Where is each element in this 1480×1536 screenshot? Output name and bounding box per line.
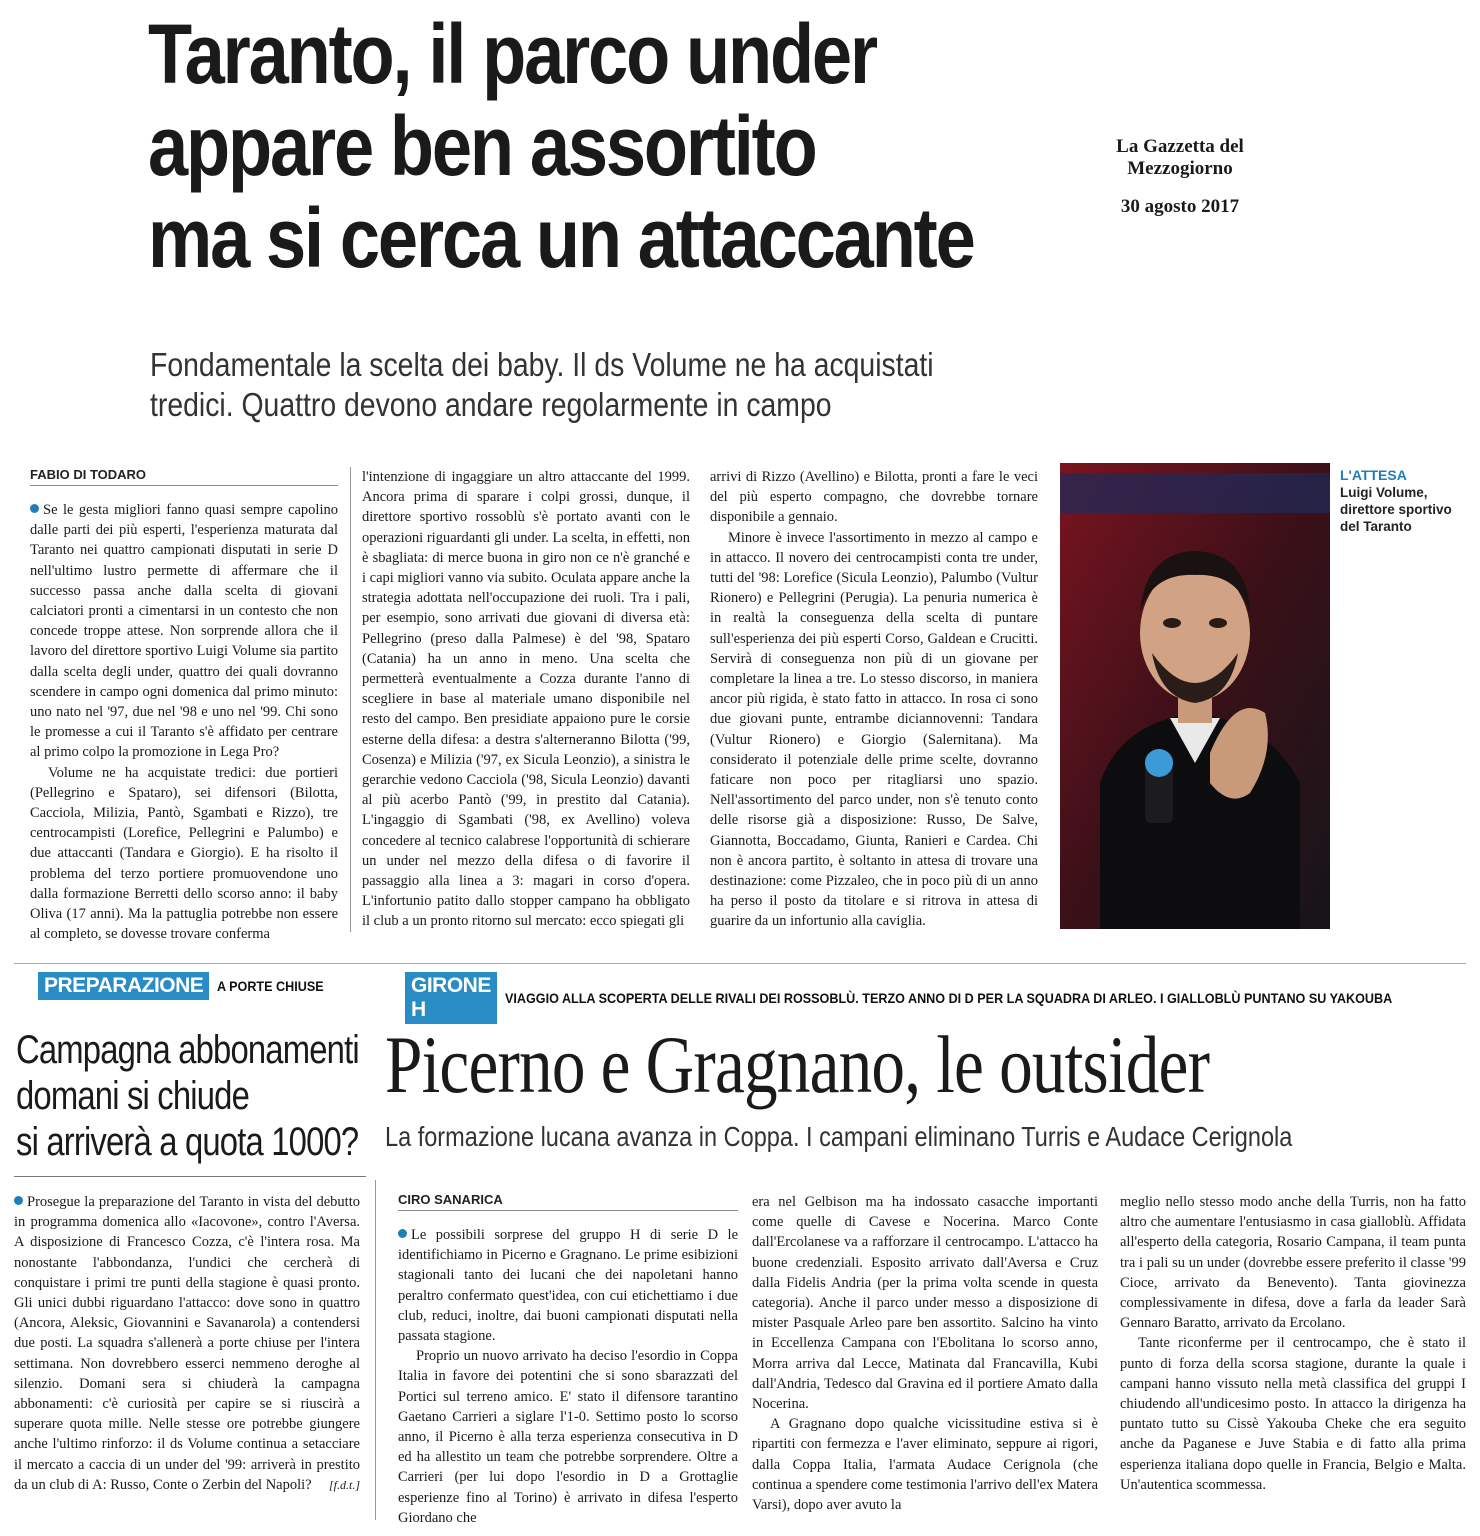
main-headline [148,7,974,285]
paragraph: meglio nello stesso modo anche della Turris, non ha fatto altro che aumentare l'entusiasmo in casa gialloblù. Affidata all'esperto della categoria, Rosario Campana, il team punta tra i pali su un under (dovrebbe essere preferito il classe '99 Cioce, arrivato da Benevento). Tanta giovinezza complessivamente in difesa, dove a farla da leader Sarà Gennaro Baratto, arrivato da Ercolano. [1120,1194,1466,1332]
signature: [f.d.t.] [328,1477,360,1492]
paragraph: Prosegue la preparazione del Taranto in vista del debutto in programma domenica allo «Iacovone», contro l'Aversa. A disposizione di Francesco Cozza, c'è l'intera rosa. Ma nonostante l'abbondanza, l'undici che cercherà di conquistare i primi tre punti della stagione è quasi pronto. Gli unici dubbi riguardano l'attacco: dove sono in quattro (Ancora, Aleksic, Giovannini e Savanarola) a contendersi due posti. La squadra s'allenerà a porte chiuse per l'intera settimana. Non dovrebbero esserci nemmeno deroghe al silenzio. Domani sera si chiuderà la campagna abbonamenti: c'è curiosità per capire se si riuscirà a superare quota mille. Nelle stesse ore potrebbe giungere anche l'ultimo rinforzo: il ds Volume continua a setacciare il mercato a caccia di un under del '99: arriverà in prestito da un club di A: Russo, Conte o Zerbin del Napoli? [f.d.t.] [14,1192,360,1495]
bullet-icon [398,1229,407,1238]
byline: FABIO DI TODARO [30,467,338,486]
left-article-body [14,1192,360,1495]
caption-label: L'ATTESA [1340,467,1407,483]
right-headline: Picerno e Gragnano, le outsider [385,1019,1210,1110]
paragraph: l'intenzione di ingaggiare un altro attaccante del 1999. Ancora prima di sparare i colpi grossi, dunque, il direttore sportivo rossoblù s'è portato avanti con le operazioni riguardanti gli under. La scelta, in effetti, non è sbagliata: di merce buona in giro non ce n'è granché e i capi migliori vanno via subito. Oculata appare anche la strategia adottata nell'occupazione dei ruoli. Tra i pali, per esempio, sono arrivati due giovani di diversa età: Pellegrino (preso dalla Palmese) è del '98, Spataro (Catania) ha un anno in meno. Una scelta che permetterà eventualmente a Cozza durante l'anno di scegliere in base al materiale umano disponibile nel resto del campo. Ben presidiate appaiono pure le corsie esterne della difesa: a destra s'alterneranno Bilotta ('99, Cosenza) e Milizia ('97, ex Sicula Leonzio), a sinistra le gerarchie vedono Cacciola ('98, Sicula Leonzio) davanti al più acerbo Pantò ('99, in prestito dal Catania). L'ingaggio di Sgambati ('98, ex Avellino) voleva concedere al tecnico calabrese l'opportunità di schierare un under nel mezzo della difesa o di favorire il passaggio alla linea a 3: magari in corso d'opera. L'infortunio patito dallo stopper campano ha obbligato il club a un pronto ritorno sul mercato: ecco spiegati gli [362,469,690,930]
paragraph: Se le gesta migliori fanno quasi sempre capolino dalle parti dei più esperti, l'esperienza maturata dal Taranto nei quattro campionati disputati in serie D nell'ultimo lustro permette di affermare che il successo passa anche dalla scelta di giovani calciatori pronti a cimentarsi in un contesto che non concede troppe attese. Non sorprende allora che il lavoro del direttore sportivo Luigi Volume sia partito dalla scelta degli under, quattro dei quali dovranno scendere in campo ogni domenica dal primo minuto: uno nato nel '97, due nel '98 e uno nel '99. Chi sono le promesse a cui il Taranto s'è affidato per centrare al primo colpo la promozione in Lega Pro? [30,502,338,761]
left-rule [14,1176,366,1177]
right-column-3 [1120,1192,1466,1495]
headline-line: Campagna abbonamenti [16,1028,359,1072]
column-divider [350,467,351,932]
paragraph: Volume ne ha acquistate tredici: due portieri (Pellegrino e Spataro), sei difensori (Bilotta, Cacciola, Milizia, Pantò, Sgambati e Rizzo), tre centrocampisti (Lorefice, Pellegrini e Palumbo) e due attaccanti (Tandara e Giorgio). E ha risolto il problema del terzo portiere promuovendone uno dalla formazione Berretti dello scorso anno: il baby Oliva (17 anni). Ma la pattuglia potrebbe non essere al completo, se dovesse trovare conferma [30,764,338,943]
paragraph: Tante riconferme per il centrocampo, che è stato il punto di forza della scorsa stagione, durante la quale i campani hanno vissuto nella metà classifica del gruppi I chiudendo all'undicesimo posto. In attacco la dirigenza ha puntato tutto su Cissè Yakouba Cheke che era seguito anche da Paganese e Juve Stabia e di fatto alla prima esperienza italiana dopo quelle in Francia, Belgio e Malta. Un'autentica scommessa. [1120,1335,1466,1493]
right-kicker [405,972,1480,1024]
deck-line: tredici. Quattro devono andare regolarmente in campo [150,386,832,423]
headline-line: si arriverà a quota 1000? [16,1120,359,1164]
headline-line: appare ben assortito [148,99,816,193]
main-deck [150,345,976,425]
left-headline [16,1027,359,1165]
right-column-2 [752,1192,1098,1515]
byline: CIRO SANARICA [398,1192,738,1211]
newspaper-name: La Gazzetta del Mezzogiorno [1116,136,1244,179]
headline-line: Taranto, il parco under [148,7,876,101]
publication-date: 30 agosto 2017 [1120,196,1240,217]
paragraph: A Gragnano dopo qualche vicissitudine estiva si è ripartiti con fermezza e l'aver eliminato, seppure ai rigori, dalla Coppa Italia, l'armata Audace Cerignola (che continua a spendere come testimonia l'arrivo dell'ex Matera Varsi), dopo aver avuto la [752,1416,1098,1514]
paragraph: Minore è invece l'assortimento in mezzo al campo e in attacco. Il novero dei centrocampisti conta tre under, tutti del '98: Lorefice (Sicula Leonzio), Palumbo (Vultur Rionero) e Pellegrini (Perugia). La penuria numerica è in realtà la conseguenza della scelta di puntare sull'esperienza dei più esperti Corso, Galdean e Crucitti. Servirà di conseguenza non più di un giovane per completare la linea a tre. Lo stesso discorso, in maniera ancor più rigida, è stato fatto in attacco. In rosa ci sono due giovani punte, entrambe diciannovenni: Tandara (Vultur Rionero) e Giorgio (Salernitana). Ma considerato il potenziale delle prime scelte, dovranno faticare non poco per ritagliarsi uno spazio. Nell'assortimento del parco under, non s'è tenuto conto delle risorse già a disposizione: Russo, De Salve, Giannotta, Boccadamo, Giunta, Ranieri e Cardea. Chi non è ancora partito, è soltanto in attesa di trovare una destinazione: come Pizzaleo, che in poco più di un anno ha perso il posto da titolare e si ritrova in attesa di guarire da un infortunio alla caviglia. [710,529,1038,930]
deck-line: Fondamentale la scelta dei baby. Il ds Volume ne ha acquistati [150,346,934,383]
paragraph: era nel Gelbison ma ha indossato casacche importanti come quelle di Cavese e Nocerina. Marco Conte dall'Ercolanese va a rafforzare il centrocampo. L'attacco ha buone credenziali. Esposito arrivato dall'Aversa e Cruz dalla Fidelis Andria (per la prima volta scende in questa categoria). Anche il parco under messo a disposizione di mister Pasquale Arleo pare ben assortito. Salcino ha vinto in Eccellenza Campana con l'Ebolitana lo scorso anno, Morra arriva dal Lecce, Matinata dal Francavilla, Kubi dall'Andria, Tedesco dal Gravina ed il portiere Amato dalla Nocerina. [752,1194,1098,1413]
section-divider [14,963,1466,964]
source-box [1080,136,1280,218]
main-column-1 [30,467,338,944]
bullet-icon [30,504,39,513]
section-tag: GIRONE H [405,972,497,1024]
caption-text: Luigi Volume, direttore sportivo del Taranto [1340,485,1452,534]
bullet-icon [14,1196,23,1205]
right-deck: La formazione lucana avanza in Coppa. I campani eliminano Turris e Audace Cerignola [385,1121,1293,1152]
paragraph: Le possibili sorprese del gruppo H di serie D le identifichiamo in Picerno e Gragnano. Le prime esibizioni stagionali tanto dei lucani che dei napoletani hanno peraltro confermato quest'idea, con cui etichettiamo i due club, reduci, inoltre, dai buoni campionati disputati nella passata stagione. [398,1227,738,1345]
main-column-2 [362,467,690,932]
paragraph: Proprio un nuovo arrivato ha deciso l'esordio in Coppa Italia in favore dei potentini che si sono sbarazzati del Portici sul terreno amico. E' stato il difensore tarantino Gaetano Carrieri a siglare l'1-0. Settimo posto lo scorso anno, il Picerno è alla terza esperienza consecutiva in D ed ha allestito un team che potrebbe sorprendere. Oltre a Carrieri (per lui dopo l'esordio in D a Grottaglie esperienze fino al Torino) è arrivato in difesa l'esperto Giordano che [398,1348,738,1526]
paragraph: arrivi di Rizzo (Avellino) e Bilotta, pronti a fare le veci del più esperto compagno, che dovrebbe tornare disponibile a gennaio. [710,469,1038,526]
right-column-1 [398,1192,738,1528]
headline-line: domani si chiude [16,1074,250,1118]
column-divider [375,1180,376,1520]
left-kicker [38,972,336,1000]
headline-line: ma si cerca un attaccante [148,191,974,285]
portrait-photo [1060,463,1330,929]
main-column-3 [710,467,1038,932]
section-tag-rest: A PORTE CHIUSE [217,978,324,994]
section-tag-rest: VIAGGIO ALLA SCOPERTA DELLE RIVALI DEI ROSSOBLÙ. TERZO ANNO DI D PER LA SQUADRA DI ARLEO. I GIALLOBLÙ PUNTANO SU YAKOUBA [504,990,1393,1006]
photo-caption [1340,467,1465,535]
section-tag: PREPARAZIONE [38,972,209,1000]
